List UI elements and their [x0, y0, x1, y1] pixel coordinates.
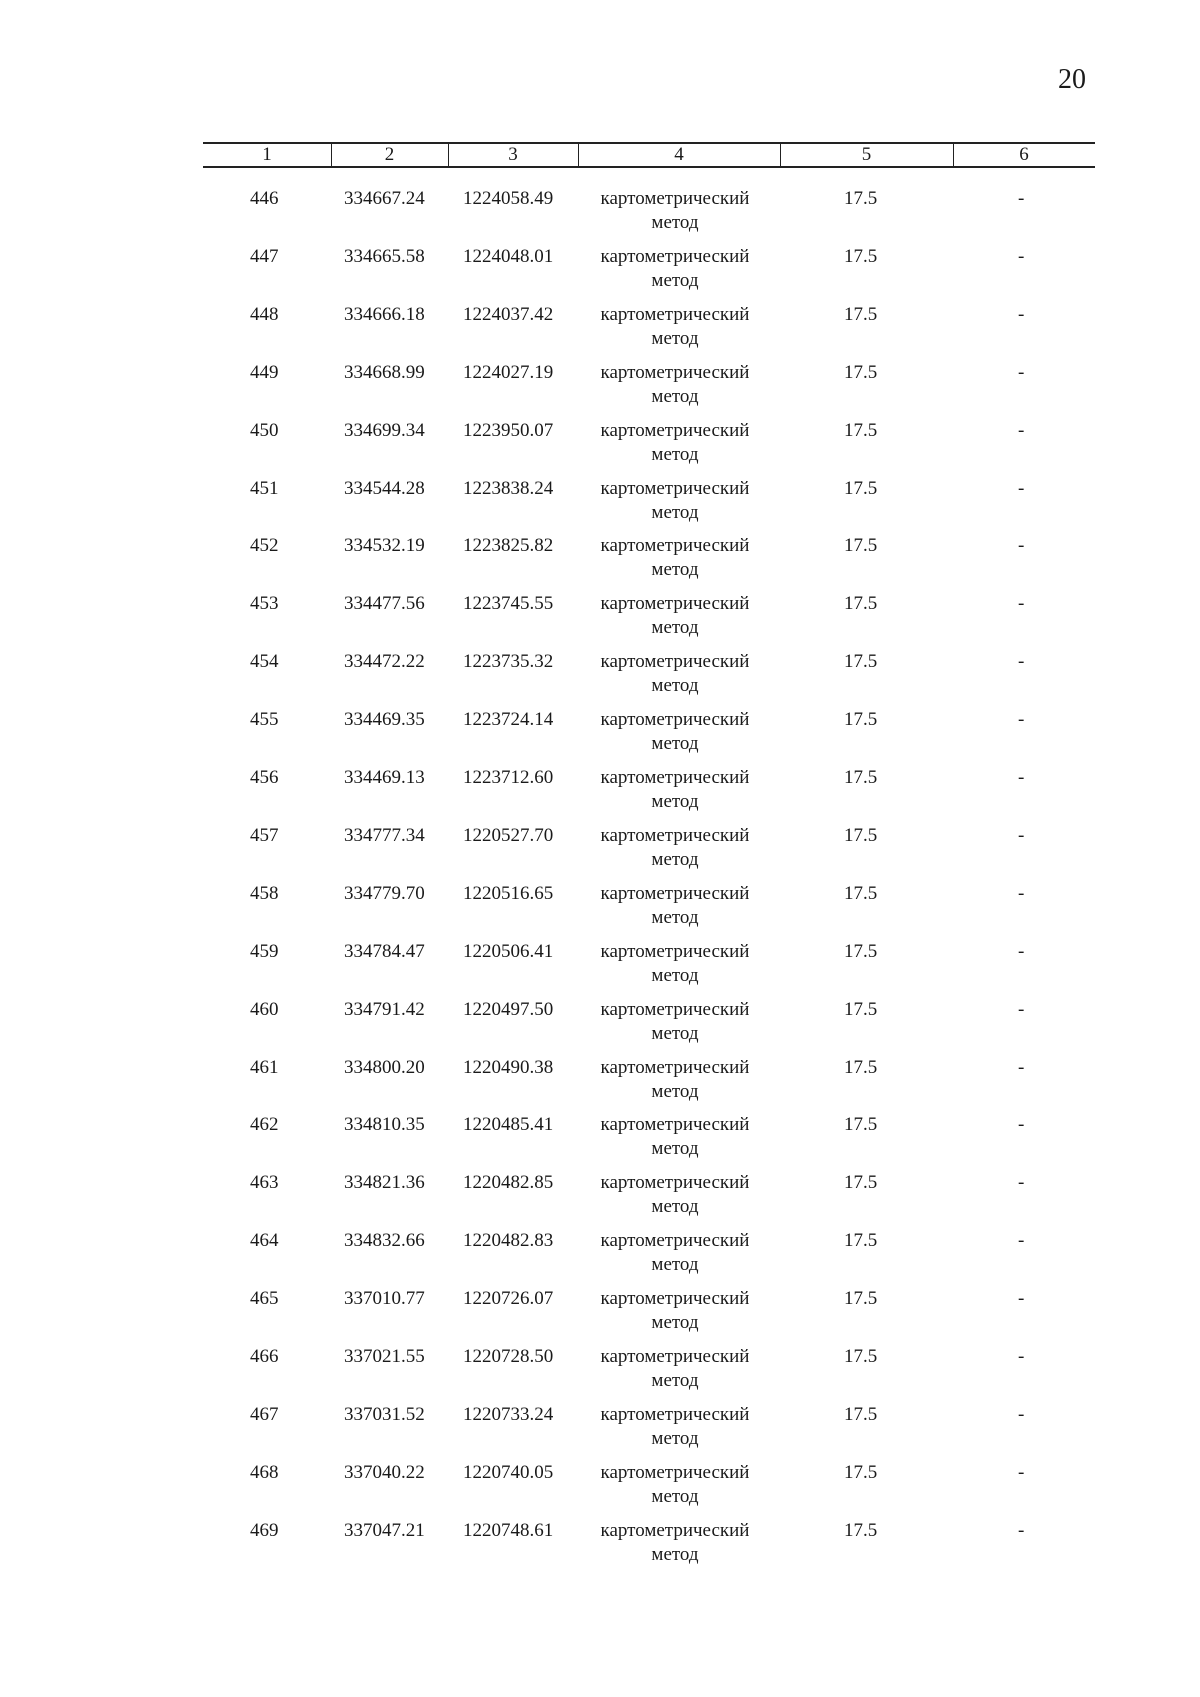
method-line-1: картометрический	[600, 535, 750, 557]
coordinate-y: 1220516.65	[463, 882, 554, 904]
coordinate-x: 334477.56	[344, 593, 425, 615]
accuracy-value: 17.5	[844, 188, 878, 209]
coordinate-y: 1223838.24	[463, 477, 554, 499]
method-cell	[584, 419, 766, 467]
point-number: 459	[250, 940, 279, 962]
method-cell	[584, 766, 766, 814]
table-header	[203, 142, 1095, 168]
coordinate-y: 1220733.24	[463, 1403, 554, 1425]
coordinate-x: 334821.36	[344, 1172, 425, 1194]
point-number: 458	[250, 882, 279, 904]
method-line-1: картометрический	[600, 361, 750, 383]
point-number: 449	[250, 361, 279, 383]
point-number: 455	[250, 709, 279, 731]
accuracy-value: 17.5	[844, 709, 878, 731]
method-line-2: метод	[651, 1138, 699, 1160]
point-number: 460	[250, 998, 279, 1020]
coordinate-y: 1220497.50	[463, 998, 554, 1020]
table-row	[0, 1519, 1200, 1577]
coordinate-x: 337021.55	[344, 1346, 425, 1367]
coordinate-x: 334544.28	[344, 477, 425, 499]
point-number: 466	[250, 1346, 279, 1367]
coordinate-x: 334810.35	[344, 1114, 425, 1136]
coordinate-x: 334668.99	[344, 361, 425, 383]
table-row	[0, 187, 1200, 245]
table-row	[0, 1403, 1200, 1461]
column-header-2: 2	[384, 144, 395, 165]
coordinate-x: 337031.52	[344, 1403, 425, 1425]
method-cell	[584, 708, 766, 756]
table-row	[0, 245, 1200, 303]
coordinate-y: 1220726.07	[463, 1288, 554, 1310]
method-cell	[584, 534, 766, 582]
table-row	[0, 708, 1200, 766]
point-number: 464	[250, 1230, 279, 1252]
coordinate-y: 1223724.14	[463, 709, 554, 731]
method-line-2: метод	[651, 269, 699, 291]
note-value: -	[1018, 1056, 1025, 1078]
accuracy-value: 17.5	[844, 1230, 878, 1252]
point-number: 468	[250, 1461, 279, 1483]
method-cell	[584, 303, 766, 351]
accuracy-value: 17.5	[844, 1056, 878, 1078]
point-number: 450	[250, 419, 279, 441]
coordinate-y: 1220748.61	[463, 1519, 554, 1541]
coordinate-x: 334791.42	[344, 998, 425, 1020]
note-value: -	[1018, 767, 1025, 788]
note-value: -	[1018, 1114, 1025, 1136]
method-line-2: метод	[651, 733, 699, 755]
accuracy-value: 17.5	[844, 998, 878, 1020]
table-row	[0, 1287, 1200, 1345]
accuracy-value: 17.5	[844, 1403, 878, 1425]
accuracy-value: 17.5	[844, 535, 878, 557]
note-value: -	[1018, 245, 1025, 267]
method-line-2: метод	[651, 1543, 699, 1565]
table-row	[0, 1229, 1200, 1287]
method-line-2: метод	[651, 385, 699, 407]
method-cell	[584, 824, 766, 872]
note-value: -	[1018, 709, 1025, 731]
method-cell	[584, 1171, 766, 1219]
note-value: -	[1018, 998, 1025, 1020]
method-cell	[584, 882, 766, 930]
coordinate-x: 334800.20	[344, 1056, 425, 1078]
method-line-1: картометрический	[600, 188, 750, 209]
note-value: -	[1018, 1172, 1025, 1194]
coordinate-x: 334469.13	[344, 767, 425, 788]
note-value: -	[1018, 940, 1025, 962]
method-line-2: метод	[651, 1312, 699, 1334]
coordinate-x: 337040.22	[344, 1461, 425, 1483]
method-line-1: картометрический	[600, 998, 750, 1020]
method-line-1: картометрический	[600, 709, 750, 731]
method-line-1: картометрический	[600, 1230, 750, 1252]
coordinate-y: 1224027.19	[463, 361, 554, 383]
column-header-3: 3	[508, 144, 518, 165]
column-header-1: 1	[262, 144, 272, 165]
table-row	[0, 477, 1200, 535]
table-row	[0, 998, 1200, 1056]
method-line-1: картометрический	[600, 882, 750, 904]
table-row	[0, 824, 1200, 882]
method-line-1: картометрический	[600, 419, 750, 441]
note-value: -	[1018, 303, 1025, 325]
method-line-2: метод	[651, 791, 699, 812]
page-number: 20	[1058, 64, 1086, 95]
method-line-1: картометрический	[600, 1056, 750, 1078]
method-cell	[584, 1403, 766, 1451]
method-line-2: метод	[651, 906, 699, 928]
coordinate-y: 1220740.05	[463, 1461, 554, 1483]
method-line-2: метод	[651, 964, 699, 986]
accuracy-value: 17.5	[844, 419, 878, 441]
point-number: 469	[250, 1519, 279, 1541]
method-line-1: картометрический	[600, 1519, 750, 1541]
accuracy-value: 17.5	[844, 1346, 878, 1367]
table-row	[0, 650, 1200, 708]
point-number: 453	[250, 593, 279, 615]
method-line-2: метод	[651, 675, 699, 697]
point-number: 467	[250, 1403, 279, 1425]
note-value: -	[1018, 1346, 1025, 1367]
method-cell	[584, 940, 766, 988]
accuracy-value: 17.5	[844, 1114, 878, 1136]
table-row	[0, 1345, 1200, 1403]
method-line-1: картометрический	[600, 651, 750, 673]
note-value: -	[1018, 188, 1025, 209]
coordinate-x: 334665.58	[344, 245, 425, 267]
note-value: -	[1018, 1461, 1025, 1483]
table-row	[0, 1171, 1200, 1229]
table-row	[0, 592, 1200, 650]
method-cell	[584, 592, 766, 640]
coordinate-x: 337010.77	[344, 1288, 425, 1310]
method-line-2: метод	[651, 559, 699, 581]
method-line-1: картометрический	[600, 1114, 750, 1136]
note-value: -	[1018, 535, 1025, 557]
method-line-2: метод	[651, 1427, 699, 1449]
method-cell	[584, 1113, 766, 1161]
method-line-1: картометрический	[600, 1288, 750, 1310]
point-number: 456	[250, 767, 279, 788]
method-line-1: картометрический	[600, 477, 750, 499]
coordinate-y: 1220527.70	[463, 824, 554, 846]
accuracy-value: 17.5	[844, 651, 878, 673]
method-line-2: метод	[651, 1196, 699, 1218]
note-value: -	[1018, 824, 1025, 846]
coordinate-y: 1220485.41	[463, 1114, 554, 1136]
accuracy-value: 17.5	[844, 303, 878, 325]
method-line-1: картометрический	[600, 593, 750, 615]
coordinate-y: 1220482.85	[463, 1172, 554, 1194]
point-number: 447	[250, 245, 279, 267]
point-number: 465	[250, 1288, 279, 1310]
method-cell	[584, 1229, 766, 1277]
table-row	[0, 303, 1200, 361]
method-line-2: метод	[651, 501, 699, 523]
coordinate-x: 334667.24	[344, 188, 425, 209]
coordinate-x: 334469.35	[344, 709, 425, 731]
table-row	[0, 940, 1200, 998]
coordinate-y: 1224048.01	[463, 245, 554, 267]
method-cell	[584, 245, 766, 293]
point-number: 451	[250, 477, 279, 499]
coordinate-y: 1224058.49	[463, 188, 554, 209]
method-line-1: картометрический	[600, 1346, 750, 1367]
coordinate-x: 334532.19	[344, 535, 425, 557]
accuracy-value: 17.5	[844, 824, 878, 846]
coordinate-x: 334784.47	[344, 940, 425, 962]
coordinate-x: 334832.66	[344, 1230, 425, 1252]
method-line-2: метод	[651, 848, 699, 870]
note-value: -	[1018, 593, 1025, 615]
method-line-1: картометрический	[600, 1461, 750, 1483]
point-number: 461	[250, 1056, 279, 1078]
method-cell	[584, 1056, 766, 1104]
method-cell	[584, 1461, 766, 1509]
accuracy-value: 17.5	[844, 1288, 878, 1310]
method-line-2: метод	[651, 1370, 699, 1391]
point-number: 462	[250, 1114, 279, 1136]
coordinate-x: 337047.21	[344, 1519, 425, 1541]
accuracy-value: 17.5	[844, 882, 878, 904]
method-line-1: картометрический	[600, 1172, 750, 1194]
table-row	[0, 419, 1200, 477]
table-row	[0, 1461, 1200, 1519]
accuracy-value: 17.5	[844, 593, 878, 615]
coordinate-y: 1224037.42	[463, 303, 554, 325]
point-number: 448	[250, 303, 279, 325]
coordinate-x: 334472.22	[344, 651, 425, 673]
method-line-2: метод	[651, 1485, 699, 1507]
method-cell	[584, 998, 766, 1046]
method-cell	[584, 1287, 766, 1335]
accuracy-value: 17.5	[844, 1172, 878, 1194]
coordinate-y: 1220506.41	[463, 940, 554, 962]
method-line-2: метод	[651, 443, 699, 465]
point-number: 463	[250, 1172, 279, 1194]
method-line-1: картометрический	[600, 767, 750, 788]
method-line-2: метод	[651, 1022, 699, 1044]
method-cell	[584, 361, 766, 409]
accuracy-value: 17.5	[844, 361, 878, 383]
table-row	[0, 1056, 1200, 1114]
method-line-1: картометрический	[600, 245, 750, 267]
coordinate-y: 1223825.82	[463, 535, 554, 557]
note-value: -	[1018, 1403, 1025, 1425]
coordinate-y: 1220490.38	[463, 1056, 554, 1078]
table-row	[0, 882, 1200, 940]
accuracy-value: 17.5	[844, 1461, 878, 1483]
coordinate-x: 334699.34	[344, 419, 425, 441]
accuracy-value: 17.5	[844, 477, 878, 499]
accuracy-value: 17.5	[844, 940, 878, 962]
point-number: 454	[250, 651, 279, 673]
note-value: -	[1018, 361, 1025, 383]
method-cell	[584, 650, 766, 698]
method-line-2: метод	[651, 1080, 699, 1102]
method-cell	[584, 1519, 766, 1567]
coordinate-x: 334779.70	[344, 882, 425, 904]
accuracy-value: 17.5	[844, 1519, 878, 1541]
note-value: -	[1018, 1230, 1025, 1252]
table-row	[0, 361, 1200, 419]
coordinate-y: 1223745.55	[463, 593, 554, 615]
column-header-4: 4	[674, 144, 684, 165]
method-line-1: картометрический	[600, 1403, 750, 1425]
coordinate-x: 334777.34	[344, 824, 425, 846]
method-line-2: метод	[651, 1254, 699, 1276]
coordinate-x: 334666.18	[344, 303, 425, 325]
point-number: 446	[250, 188, 279, 209]
method-line-2: метод	[651, 212, 699, 233]
point-number: 457	[250, 824, 279, 846]
table-row	[0, 766, 1200, 824]
method-line-2: метод	[651, 327, 699, 349]
note-value: -	[1018, 882, 1025, 904]
coordinate-y: 1220728.50	[463, 1346, 554, 1367]
point-number: 452	[250, 535, 279, 557]
coordinate-y: 1223950.07	[463, 419, 554, 441]
table-row	[0, 1113, 1200, 1171]
accuracy-value: 17.5	[844, 767, 878, 788]
coordinate-y: 1223735.32	[463, 651, 554, 673]
method-line-1: картометрический	[600, 940, 750, 962]
method-line-2: метод	[651, 617, 699, 639]
table-row	[0, 534, 1200, 592]
column-header-5: 5	[861, 144, 872, 165]
note-value: -	[1018, 1288, 1025, 1310]
coordinate-y: 1220482.83	[463, 1230, 554, 1252]
accuracy-value: 17.5	[844, 245, 878, 267]
note-value: -	[1018, 651, 1025, 673]
note-value: -	[1018, 477, 1025, 499]
coordinate-y: 1223712.60	[463, 767, 554, 788]
method-cell	[584, 477, 766, 525]
method-line-1: картометрический	[600, 303, 750, 325]
note-value: -	[1018, 1519, 1025, 1541]
method-cell	[584, 187, 766, 235]
column-header-6: 6	[1019, 144, 1029, 165]
method-line-1: картометрический	[600, 824, 750, 846]
method-cell	[584, 1345, 766, 1393]
note-value: -	[1018, 419, 1025, 441]
